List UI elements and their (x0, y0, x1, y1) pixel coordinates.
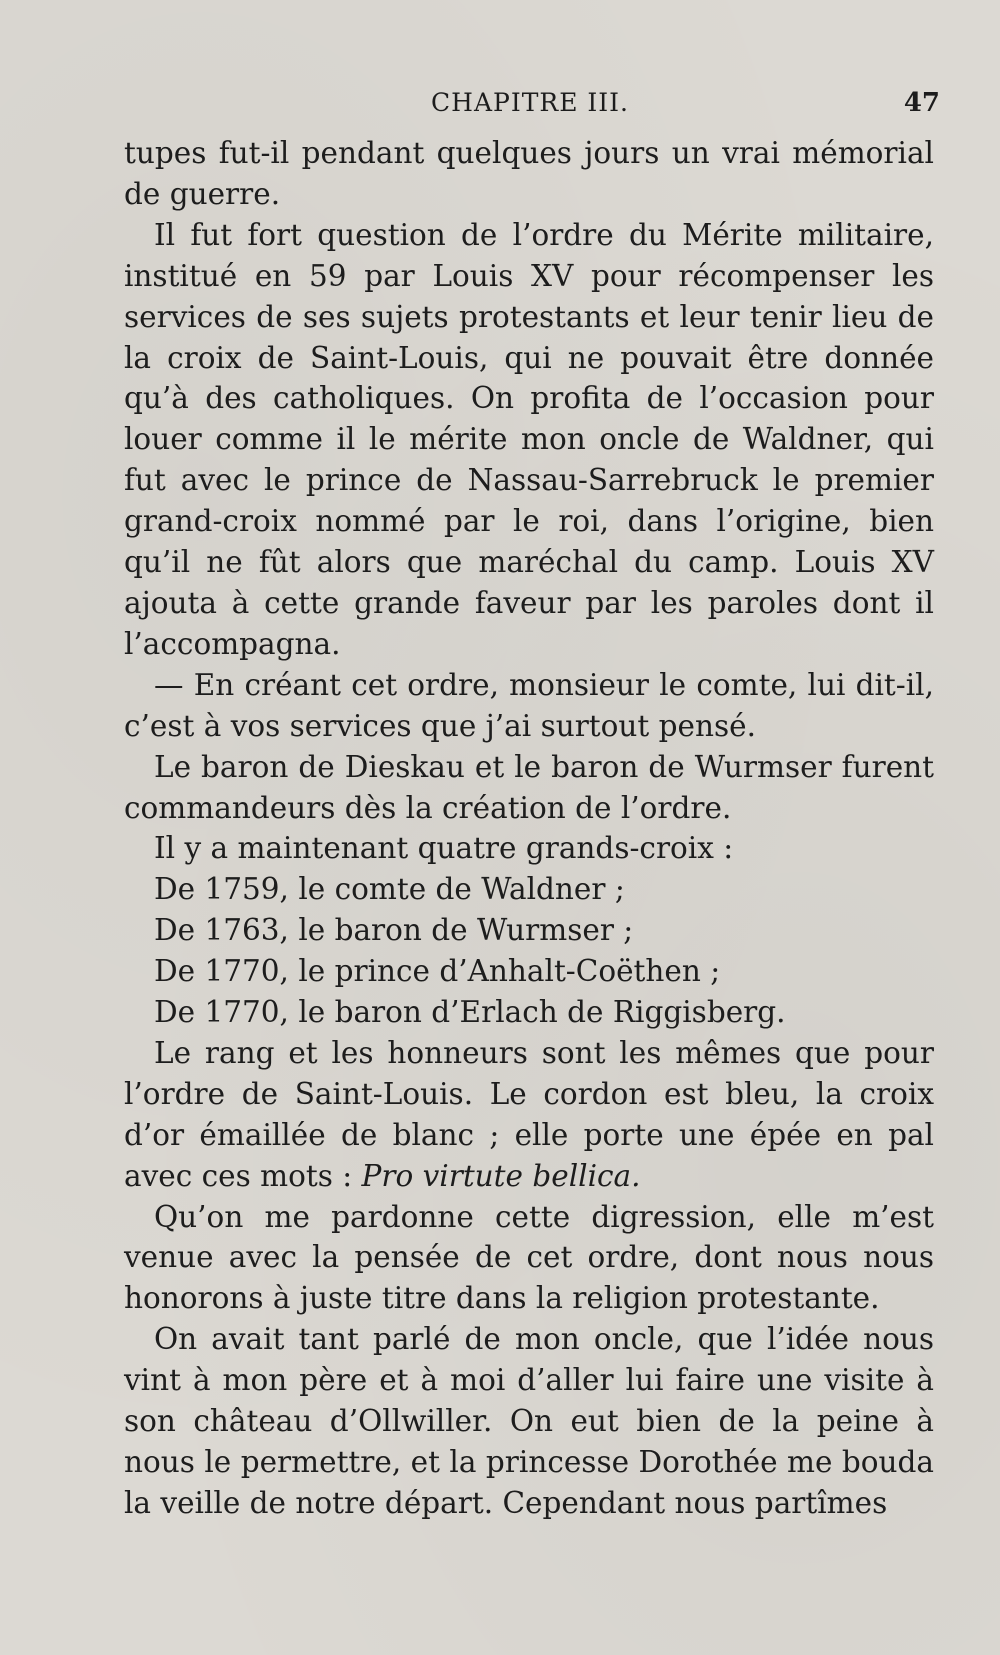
chapter-title: CHAPITRE III. (431, 88, 629, 117)
list-item-1763: De 1763, le baron de Wurmser ; (154, 913, 634, 948)
paragraph-5: Il y a maintenant quatre grands-croix : (154, 831, 734, 866)
paragraph-2: Il fut fort question de l’ordre du Mérite militaire, institué en 59 par Louis XV pour récompenser les services de ses sujets protestants et leur tenir lieu de la croix de Saint-Louis, qui ne pouvait être donnée qu’à des catholiques. On profita de l’occasion pour louer comme il le mérite mon oncle de Waldner, qui fut avec le prince de Nassau-Sarrebruck le premier grand-croix nommé par le roi, dans l’origine, bien qu’il ne fût alors que maréchal du camp. Louis XV ajouta à cette grande faveur par les paroles dont il l’accompagna. (124, 217, 934, 661)
list-item-1759: De 1759, le comte de Waldner ; (154, 872, 625, 907)
list-item-1770-a: De 1770, le prince d’Anhalt-Coëthen ; (154, 954, 721, 989)
list-item-1770-b: De 1770, le baron d’Erlach de Riggisberg. (154, 995, 786, 1030)
paragraph-1: tupes fut-il pendant quelques jours un vrai mémorial de guerre. (124, 136, 934, 211)
motto-italic: Pro virtute bellica. (361, 1158, 641, 1193)
paragraph-6: Le rang et les honneurs sont les mêmes que pour l’ordre de Saint-Louis. Le cordon est bleu, la croix d’or émaillée de blanc ; elle porte une épée en pal avec ces mots : Pro virtute bellica. (124, 1035, 934, 1193)
page-number: 47 (903, 88, 940, 118)
running-head (120, 88, 940, 122)
paragraph-7: Qu’on me pardonne cette digression, elle m’est venue avec la pensée de cet ordre, dont nous nous honorons à juste titre dans la religion protestante. (124, 1199, 934, 1316)
body-text (124, 133, 934, 1524)
paragraph-3: — En créant cet ordre, monsieur le comte, lui dit-il, c’est à vos services que j’ai surtout pensé. (124, 667, 934, 743)
paragraph-4: Le baron de Dieskau et le baron de Wurmser furent commandeurs dès la création de l’ordre. (124, 749, 934, 825)
paragraph-8: On avait tant parlé de mon oncle, que l’idée nous vint à mon père et à moi d’aller lui faire une visite à son château d’Ollwiller. On eut bien de la peine à nous le permettre, et la princesse Dorothée me bouda la veille de notre départ. Cependant nous partîmes (124, 1322, 934, 1520)
